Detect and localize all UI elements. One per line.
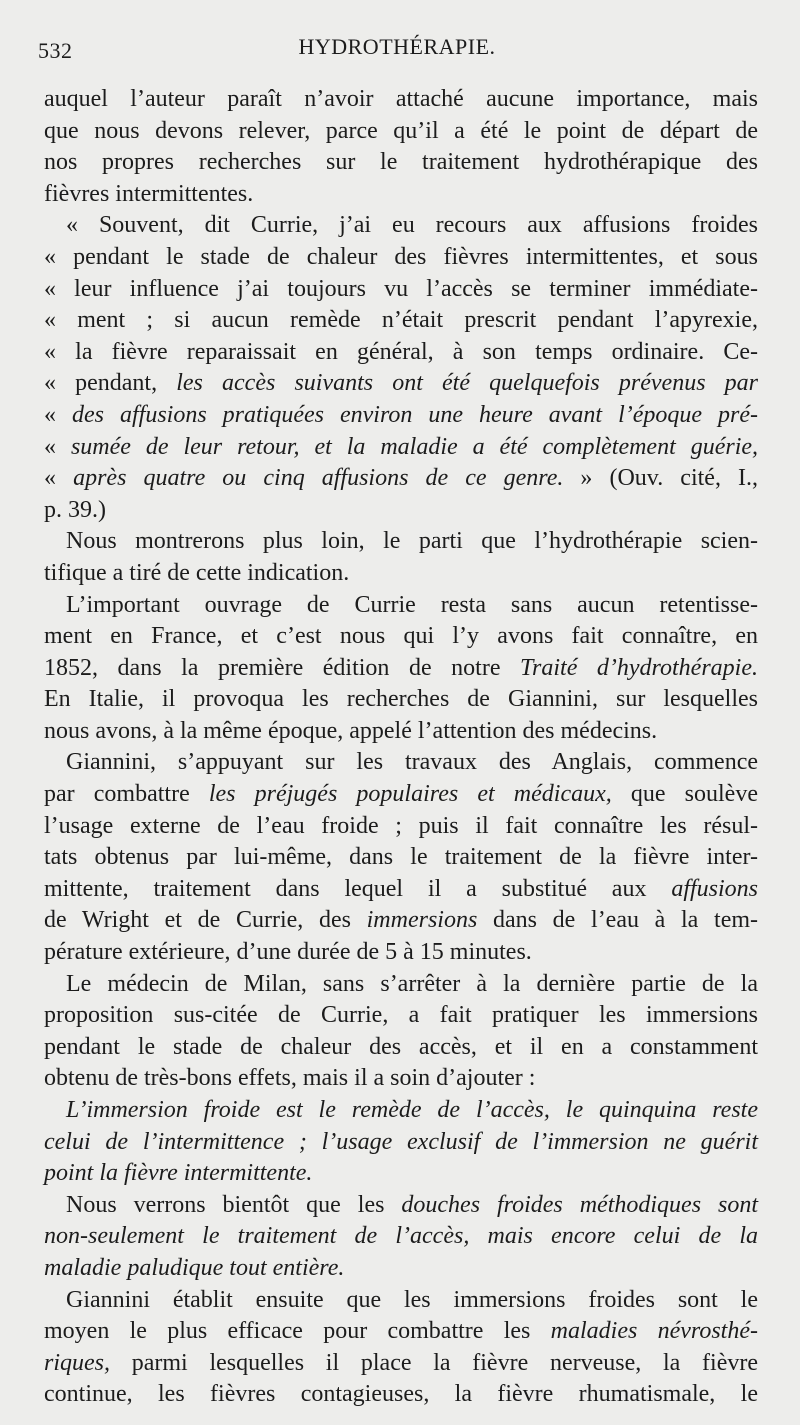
text-line <box>44 1190 758 1222</box>
text-span: « <box>44 465 74 492</box>
italic-span: celui de l’intermittence ; l’usage exclusif de l’immersion ne guérit <box>44 1128 758 1155</box>
italic-span: Traité d’hydrothérapie. <box>520 654 758 681</box>
text-line: fièvres intermittentes. <box>44 180 254 207</box>
text-span: Nous verrons bientôt que les <box>66 1191 402 1218</box>
italic-span: affusions <box>671 875 758 902</box>
text-line: auquel l’auteur paraît n’avoir attaché aucune importance, mais <box>44 86 758 112</box>
italic-span: des affusions pratiquées environ une heure avant l’époque pré- <box>72 401 759 428</box>
text-line: pérature extérieure, d’une durée de 5 à 15 minutes. <box>44 939 532 966</box>
text-line: Giannini établit ensuite que les immersions froides sont le <box>66 1286 758 1313</box>
page-number: 532 <box>38 38 73 63</box>
text-line <box>44 1348 758 1380</box>
text-line <box>44 432 758 464</box>
text-line <box>44 1221 758 1253</box>
text-line: tifique a tiré de cette indication. <box>44 559 350 586</box>
text-line: continue, les fièvres contagieuses, la fièvre rhumatismale, le <box>44 1381 758 1408</box>
italic-span: maladies névrosthé- <box>550 1318 758 1345</box>
text-line: Giannini, s’appuyant sur les travaux des Anglais, commence <box>66 749 758 776</box>
text-line: « la fièvre reparaissait en général, à son temps ordinaire. Ce- <box>44 338 758 365</box>
text-span: mittente, traitement dans lequel il a substitué aux <box>44 875 672 902</box>
text-line: que nous devons relever, parce qu’il a été le point de départ de <box>44 117 758 144</box>
italic-span: après quatre ou cinq affusions de ce genre. <box>73 465 564 492</box>
italic-span: sumée de leur retour, et la maladie a été complètement guérie, <box>70 433 759 460</box>
text-line: Nous montrerons plus loin, le parti que l’hydrothérapie scien- <box>66 528 758 555</box>
text-line <box>44 1253 758 1285</box>
text-line: L’important ouvrage de Currie resta sans aucun retentisse- <box>66 591 758 618</box>
italic-span: non-seulement le traitement de l’accès, mais encore celui de la <box>44 1223 758 1250</box>
italic-span: maladie paludique tout entière. <box>44 1254 345 1281</box>
text-line: pendant le stade de chaleur des accès, et il en a constamment <box>44 1033 758 1060</box>
text-line <box>44 653 758 685</box>
running-header <box>38 34 756 70</box>
text-line: proposition sus-citée de Currie, a fait pratiquer les immersions <box>44 1002 758 1029</box>
text-line: « pendant le stade de chaleur des fièvres intermittentes, et sous <box>44 243 758 270</box>
text-line: ment en France, et c’est nous qui l’y avons fait connaître, en <box>44 623 758 650</box>
italic-span: riques, <box>44 1349 110 1376</box>
text-line <box>44 1158 758 1190</box>
text-line <box>44 905 758 937</box>
body-text <box>44 84 758 1411</box>
italic-span: les accès suivants ont été quelquefois prévenus par <box>176 370 758 397</box>
text-line <box>44 463 758 495</box>
text-line <box>44 874 758 906</box>
italic-span: les préjugés populaires et médicaux, <box>208 781 612 808</box>
text-span: « <box>44 401 72 428</box>
text-line: nos propres recherches sur le traitement hydrothérapique des <box>44 149 758 176</box>
text-span: « <box>44 433 71 460</box>
text-line <box>44 400 758 432</box>
text-line <box>44 779 758 811</box>
text-line: « ment ; si aucun remède n’était prescrit pendant l’apyrexie, <box>44 307 758 334</box>
text-line <box>44 368 758 400</box>
text-line: p. 39.) <box>44 496 106 523</box>
text-line <box>44 1127 758 1159</box>
text-span: de Wright et de Currie, des <box>44 907 367 934</box>
italic-span: L’immersion froide est le remède de l’accès, le quinquina reste <box>66 1097 758 1123</box>
text-span: « pendant, <box>44 370 177 397</box>
text-span: moyen le plus efficace pour combattre les <box>44 1318 551 1345</box>
text-line <box>44 1095 758 1127</box>
text-line: En Italie, il provoqua les recherches de Giannini, sur lesquelles <box>44 686 758 713</box>
text-line: Le médecin de Milan, sans s’arrêter à la dernière partie de la <box>66 970 758 997</box>
text-line: « leur influence j’ai toujours vu l’accès se terminer immédiate- <box>44 275 758 302</box>
text-line <box>44 1316 758 1348</box>
text-span: que soulève <box>611 781 758 808</box>
text-span: 1852, dans la première édition de notre <box>44 654 521 681</box>
italic-span: immersions <box>366 907 478 934</box>
text-span: » (Ouv. cité, I., <box>563 465 758 492</box>
text-span: dans de l’eau à la tem- <box>477 907 758 934</box>
italic-span: douches froides méthodiques sont <box>401 1191 758 1218</box>
text-line: tats obtenus par lui-même, dans le traitement de la fièvre inter- <box>44 844 758 871</box>
text-span: parmi lesquelles il place la fièvre nerveuse, la fièvre <box>110 1349 758 1376</box>
text-span: par combattre <box>44 781 209 808</box>
text-line: nous avons, à la même époque, appelé l’attention des médecins. <box>44 717 658 744</box>
text-line: l’usage externe de l’eau froide ; puis il fait connaître les résul- <box>44 812 758 839</box>
text-line: obtenu de très-bons effets, mais il a soin d’ajouter : <box>44 1065 536 1092</box>
italic-span: point la fièvre intermittente. <box>44 1160 313 1187</box>
running-title: HYDROTHÉRAPIE. <box>298 34 496 59</box>
text-line: « Souvent, dit Currie, j’ai eu recours aux affusions froides <box>66 212 758 239</box>
